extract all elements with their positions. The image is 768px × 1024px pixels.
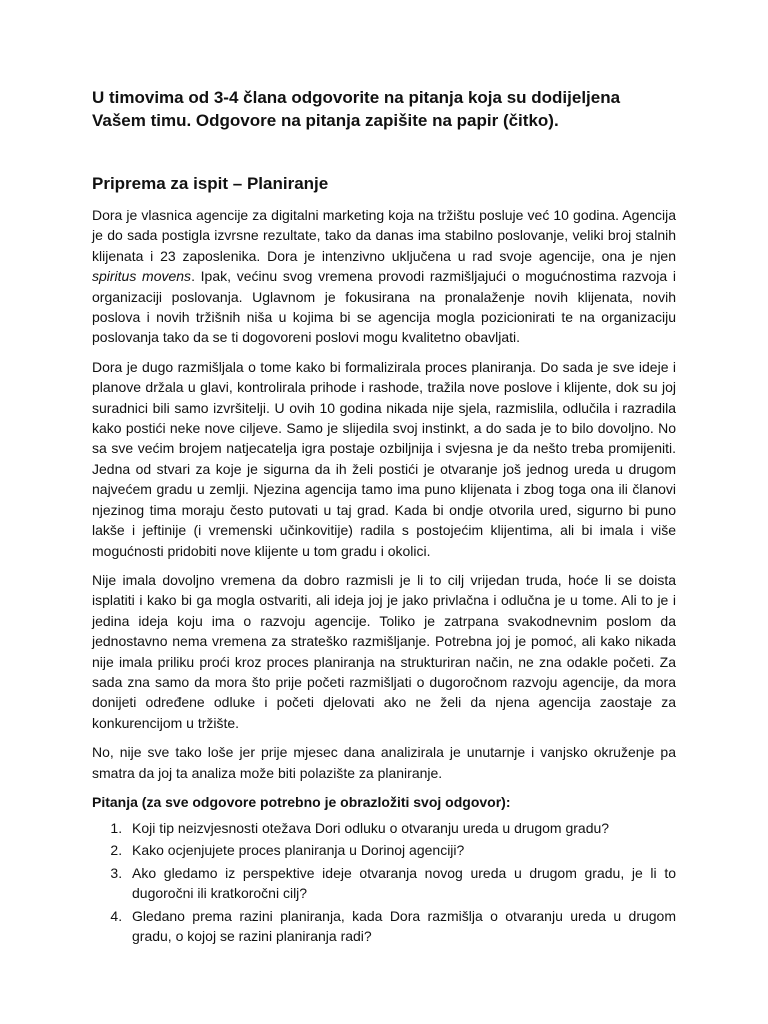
section-title: Priprema za ispit – Planiranje xyxy=(92,174,329,193)
questions-title: Pitanja (za sve odgovore potrebno je obrazložiti svoj odgovor): xyxy=(92,793,511,810)
paragraph-1-text-a: Dora je vlasnica agencije za digitalni marketing koja na tržištu posluje već 10 godina. Agencija je do sada postigla izvrsne rezultate, tako da danas ima stabilno poslovanje, veliki broj stalnih klijenata i 23 zaposlenika. Dora je intenzivno uključena u rad svoje agencije, ona je njen xyxy=(92,207,676,264)
instructions-heading: U timovima od 3-4 člana odgovorite na pitanja koja su dodijeljena Vašem timu. Odgovore na pitanja zapišite na papir (čitko). xyxy=(92,88,621,130)
question-item: 4. Gledano prema razini planiranja, kada Dora razmišlja o otvaranju ureda u drugom gradu, o kojoj se razini planiranja radi? xyxy=(126,906,676,947)
question-item: 2. Kako ocjenjujete proces planiranja u Dorinoj agenciji? xyxy=(126,840,676,860)
question-item: 1. Koji tip neizvjesnosti otežava Dori odluku o otvaranju ureda u drugom gradu? xyxy=(126,818,676,838)
questions-list xyxy=(92,818,676,946)
paragraph-2: Dora je dugo razmišljala o tome kako bi formalizirala proces planiranja. Do sada je sve ideje i planove držala u glavi, kontrolirala prihode i rashode, tražila nove poslove i klijente, dok su joj suradnici bili samo izvršitelji. U ovih 10 godina nikada nije sjela, razmislila, odlučila i razradila kako postići neke nove ciljeve. Samo je slijedila svoj instinkt, a do sada je to bilo dovoljno. No sa sve većim brojem natjecatelja igra postaje ozbiljnija i svjesna je da nešto treba promijeniti. Jedna od stvari za koje je sigurna da ih želi postići je otvaranje još jednog ureda u drugom najvećem gradu u zemlji. Njezina agencija tamo ima puno klijenata i zbog toga ona ili članovi njezinog tima moraju često putovati u taj grad. Kada bi ondje otvorila ured, sigurno bi puno lakše i jeftinije (i vremenski učinkovitije) radila s postojećim klijentima, ali bi imala i više mogućnosti pridobiti nove klijente u tom gradu i okolici. xyxy=(92,358,676,559)
paragraph-1-text-b: . Ipak, većinu svog vremena provodi razmišljajući o mogućnostima razvoja i organizaciji poslovanja. Uglavnom je fokusirana na pronalaženje novih klijenata, novih poslova i novih tržišnih niša u kojima bi se agencija mogla pozicionirati te na organizaciju poslovanja tako da se ti dogovoreni poslovi mogu kvalitetno obavljati. xyxy=(92,268,676,346)
paragraph-1 xyxy=(92,205,676,348)
paragraph-4: No, nije sve tako loše jer prije mjesec dana analizirala je unutarnje i vanjsko okruženje pa smatra da joj ta analiza može biti polazište za planiranje. xyxy=(92,744,676,781)
paragraph-1-italic: spiritus movens xyxy=(92,268,192,285)
paragraph-3: Nije imala dovoljno vremena da dobro razmisli je li to cilj vrijedan truda, hoće li se doista isplatiti i kako bi ga mogla ostvariti, ali ideja joj je jako privlačna i odlučna je u tome. Ali to je i jedina ideja koju ima o razvoju agencije. Toliko je zatrpana svakodnevnim poslom da jednostavno nema vremena za strateško razmišljanje. Potrebna joj je pomoć, ali kako nikada nije imala priliku proći kroz proces planiranja na strukturiran način, ne zna odakle početi. Za sada zna samo da mora što prije početi razmišljati o dugoročnom razvoju agencije, da mora donijeti određene odluke i početi djelovati ako ne želi da njena agencija zaostaje za konkurencijom u tržište. xyxy=(92,571,676,731)
document-body xyxy=(92,205,676,948)
question-item: 3. Ako gledamo iz perspektive ideje otvaranja novog ureda u drugom gradu, je li to dugoročni ili kratkoročni cilj? xyxy=(126,863,676,904)
